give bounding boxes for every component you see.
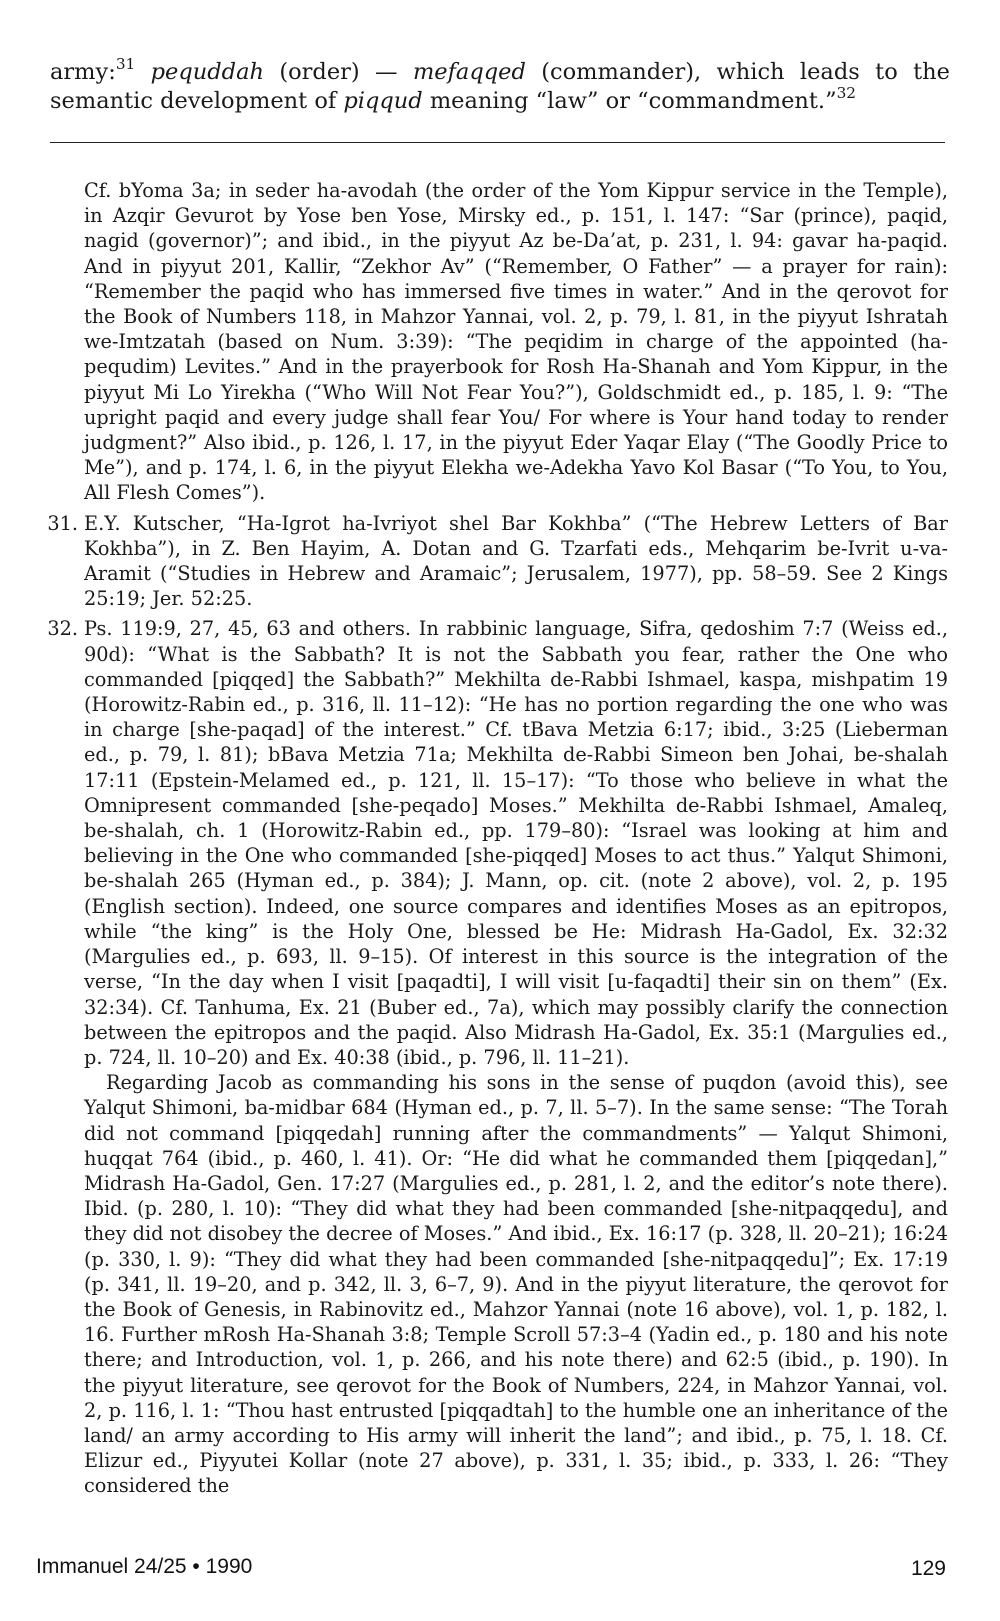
footnote-divider [50,142,945,143]
term-pequddah: pequddah [150,59,264,85]
page-number: 129 [910,1557,946,1580]
footnote-31 [47,511,948,612]
main-text-paragraph [50,54,950,116]
footnote-32-text: Ps. 119:9, 27, 45, 63 and others. In rabbinic language, Sifra, qedoshim 7:7 (Weiss ed., 90d): “What is the Sabbath? It is not the Sabbath you fear, rather the One who commanded [piqqed] the Sabbath?” Mekhilta de-Rabbi Ishmael, kaspa, mishpatim 19 (Horowitz-Rabin ed., p. 316, ll. 11–12): “He has no portion regarding the one who was in charge [she-paqad] of the interest.” Cf. tBava Metzia 6:17; ibid., 3:25 (Lieberman ed., p. 79, l. 81); bBava Metzia 71a; Mekhilta de-Rabbi Simeon ben Johai, be-shalah 17:11 (Epstein-Melamed ed., p. 121, ll. 15–17): “To those who believe in what the Omnipresent commanded [she-peqado] Moses.” Mekhilta de-Rabbi Ishmael, Amaleq, be-shalah, ch. 1 (Horowitz-Rabin ed., pp. 179–80): “Israel was looking at him and believing in the One who commanded [she-piqqed] Moses to act thus.” Yalqut Shimoni, be-shalah 265 (Hyman ed., p. 384); J. Mann, op. cit. (note 2 above), vol. 2, p. 195 (English section). Indeed, one source compares and identifies Moses as an epitropos, while “the king” is the Holy One, blessed be He: Midrash Ha-Gadol, Ex. 32:32 (Margulies ed., p. 693, ll. 9–15). Of interest in this source is the integration of the verse, “In the day when I visit [paqadti], I will visit [u-faqadti] their sin on them” (Ex. 32:34). Cf. Tanhuma, Ex. 21 (Buber ed., 7a), which may possibly clarify the connection between the epitropos and the paqid. Also Midrash Ha-Gadol, Ex. 35:1 (Margulies ed., p. 724, ll. 10–20) and Ex. 40:38 (ibid., p. 796, ll. 11–21). [84,617,948,1069]
journal-footer: Immanuel 24/25 • 1990 [36,1555,253,1578]
footnote-31-text: E.Y. Kutscher, “Ha-Igrot ha-Ivriyot shel Bar Kokhba” (“The Hebrew Letters of Bar Kokhba”), in Z. Ben Hayim, A. Dotan and G. Tzarfati eds., Mehqarim be-Ivrit u-va-Aramit (“Studies in Hebrew and Aramaic”; Jerusalem, 1977), pp. 58–59. See 2 Kings 25:19; Jer. 52:25. [84,511,948,611]
footnote-32 [47,616,948,1070]
footnote-32-paragraph-2: Regarding Jacob as commanding his sons in the sense of puqdon (avoid this), see Yalqut Shimoni, ba-midbar 684 (Hyman ed., p. 7, ll. 5–7). In the same sense: “The Torah did not command [piqqedah] running after the commandments” — Yalqut Shimoni, huqqat 764 (ibid., p. 460, l. 41). Or: “He did what he commanded them [piqqedan],” Midrash Ha-Gadol, Gen. 17:27 (Margulies ed., p. 281, l. 2, and the editor’s note there). Ibid. (p. 280, l. 10): “They did what they had been commanded [she-nitpaqqedu], and they did not disobey the decree of Moses.” And ibid., Ex. 16:17 (p. 328, ll. 20–21); 16:24 (p. 330, l. 9): “They did what they had been commanded [she-nitpaqqedu]”; Ex. 17:19 (p. 341, ll. 19–20, and p. 342, ll. 3, 6–7, 9). And in the piyyut literature, the qerovot for the Book of Genesis, in Rabinovitz ed., Mahzor Yannai (note 16 above), vol. 1, p. 182, l. 16. Further mRosh Ha-Shanah 3:8; Temple Scroll 57:3–4 (Yadin ed., p. 180 and his note there; and Introduction, vol. 1, p. 266, and his note there) and 62:5 (ibid., p. 190). In the piyyut literature, see qerovot for the Book of Numbers, 224, in Mahzor Yannai, vol. 2, p. 116, l. 1: “Thou hast entrusted [piqqadtah] to the humble one an inheritance of the land/ an army according to His army will inherit the land”; and ibid., p. 75, l. 18. Cf. Elizur ed., Piyyutei Kollar (note 27 above), p. 331, l. 35; ibid., p. 333, l. 26: “They considered the [84,1071,948,1498]
footnote-ref-31[interactable]: 31 [115,54,136,73]
footnote-30-continued: Cf. bYoma 3a; in seder ha-avodah (the order of the Yom Kippur service in the Temple), in Azqir Gevurot by Yose ben Yose, Mirsky ed., p. 151, l. 147: “Sar (prince), paqid, nagid (governor)”; and ibid., in the piyyut Az be-Da’at, p. 231, l. 94: gavar ha-paqid. And in piyyut 201, Kallir, “Zekhor Av” (“Remember, O Father” — a prayer for rain): “Remember the paqid who has immersed five times in water.” And in the qerovot for the Book of Numbers 118, in Mahzor Yannai, vol. 2, p. 79, l. 81, in the piyyut Ishratah we-Imtzatah (based on Num. 3:39): “The peqidim in charge of the appointed (ha-pequdim) Levites.” And in the prayerbook for Rosh Ha-Shanah and Yom Kippur, in the piyyut Mi Lo Yirekha (“Who Will Not Fear You?”), Goldschmidt ed., p. 185, l. 9: “The upright paqid and every judge shall fear You/ For where is Your hand today to render judgment?” Also ibid., p. 126, l. 17, in the piyyut Eder Yaqar Elay (“The Goodly Price to Me”), and p. 174, l. 6, in the piyyut Elekha we-Adekha Yavo Kol Basar (“To You, to You, All Flesh Comes”). [84,179,948,505]
main-text-segment: meaning “law” or “commandment.” [422,88,837,114]
main-text-segment: army: [50,59,116,85]
term-piqqud: piqqud [343,88,423,114]
main-text-segment: (order) — [263,59,413,85]
footnote-number-31: 31. [47,511,78,535]
main-text-segment: (commander), which leads to the semantic development of [50,59,950,114]
term-mefaqqed: mefaqqed [412,59,526,85]
footnote-number-32: 32. [47,617,78,641]
footnotes-section [47,178,948,1499]
footnote-ref-32[interactable]: 32 [836,83,857,102]
